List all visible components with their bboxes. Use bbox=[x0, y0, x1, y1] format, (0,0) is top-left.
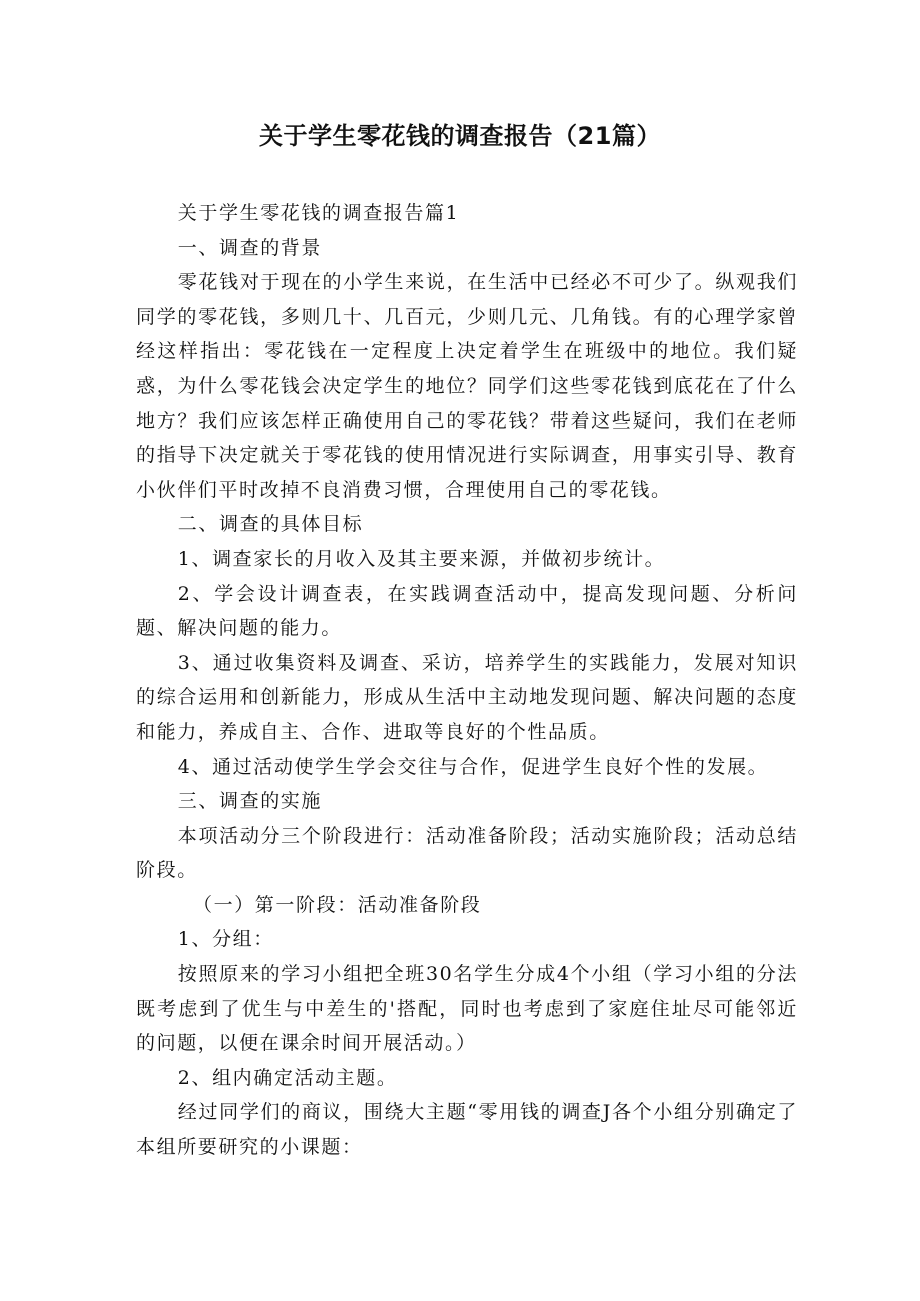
body-paragraph: 按照原来的学习小组把全班30名学生分成4个小组（学习小组的分法既考虑到了优生与中差生的'搭配，同时也考虑到了家庭住址尽可能邻近的问题，以便在课余时间开展活动。） bbox=[136, 963, 798, 1055]
section-heading: 关于学生零花钱的调查报告篇1 bbox=[177, 202, 460, 224]
subsection-heading: 三、调查的实施 bbox=[177, 790, 322, 813]
list-item: 1、分组： bbox=[177, 928, 274, 951]
subsection-heading: 二、调查的具体目标 bbox=[177, 513, 364, 536]
body-paragraph: 零花钱对于现在的小学生来说，在生活中已经必不可少了。纵观我们同学的零花钱，多则几十、几百元，少则几元、几角钱。有的心理学家曾经这样指出：零花钱在一定程度上决定着学生在班级中的地位。我们疑惑，为什么零花钱会决定学生的地位？同学们这些零花钱到底花在了什么地方？我们应该怎样正确使用自己的零花钱？带着这些疑问，我们在老师的指导下决定就关于零花钱的使用情况进行实际调查，用事实引导、教育小伙伴们平时改掉不良消费习惯，合理使用自己的零花钱。 bbox=[136, 271, 798, 501]
stage-heading: （一）第一阶段：活动准备阶段 bbox=[193, 893, 482, 916]
body-paragraph: 经过同学们的商议，围绕大主题“零用钱的调查J各个小组分别确定了本组所要研究的小课题： bbox=[136, 1101, 798, 1159]
list-item: 3、通过收集资料及调查、采访，培养学生的实践能力，发展对知识的综合运用和创新能力，形成从生活中主动地发现问题、解决问题的态度和能力，养成自主、合作、进取等良好的个性品质。 bbox=[136, 651, 798, 743]
list-item: 2、组内确定活动主题。 bbox=[177, 1066, 398, 1089]
list-item: 4、通过活动使学生学会交往与合作，促进学生良好个性的发展。 bbox=[177, 755, 769, 778]
document-title: 关于学生零花钱的调查报告（21篇） bbox=[259, 122, 661, 150]
subsection-heading: 一、调查的背景 bbox=[177, 236, 322, 259]
document-body bbox=[136, 196, 798, 1165]
list-item: 1、调查家长的月收入及其主要来源，并做初步统计。 bbox=[177, 547, 666, 570]
body-paragraph: 本项活动分三个阶段进行：活动准备阶段；活动实施阶段；活动总结阶段。 bbox=[136, 824, 798, 882]
list-item: 2、学会设计调查表，在实践调查活动中，提高发现问题、分析问题、解决问题的能力。 bbox=[136, 582, 798, 640]
